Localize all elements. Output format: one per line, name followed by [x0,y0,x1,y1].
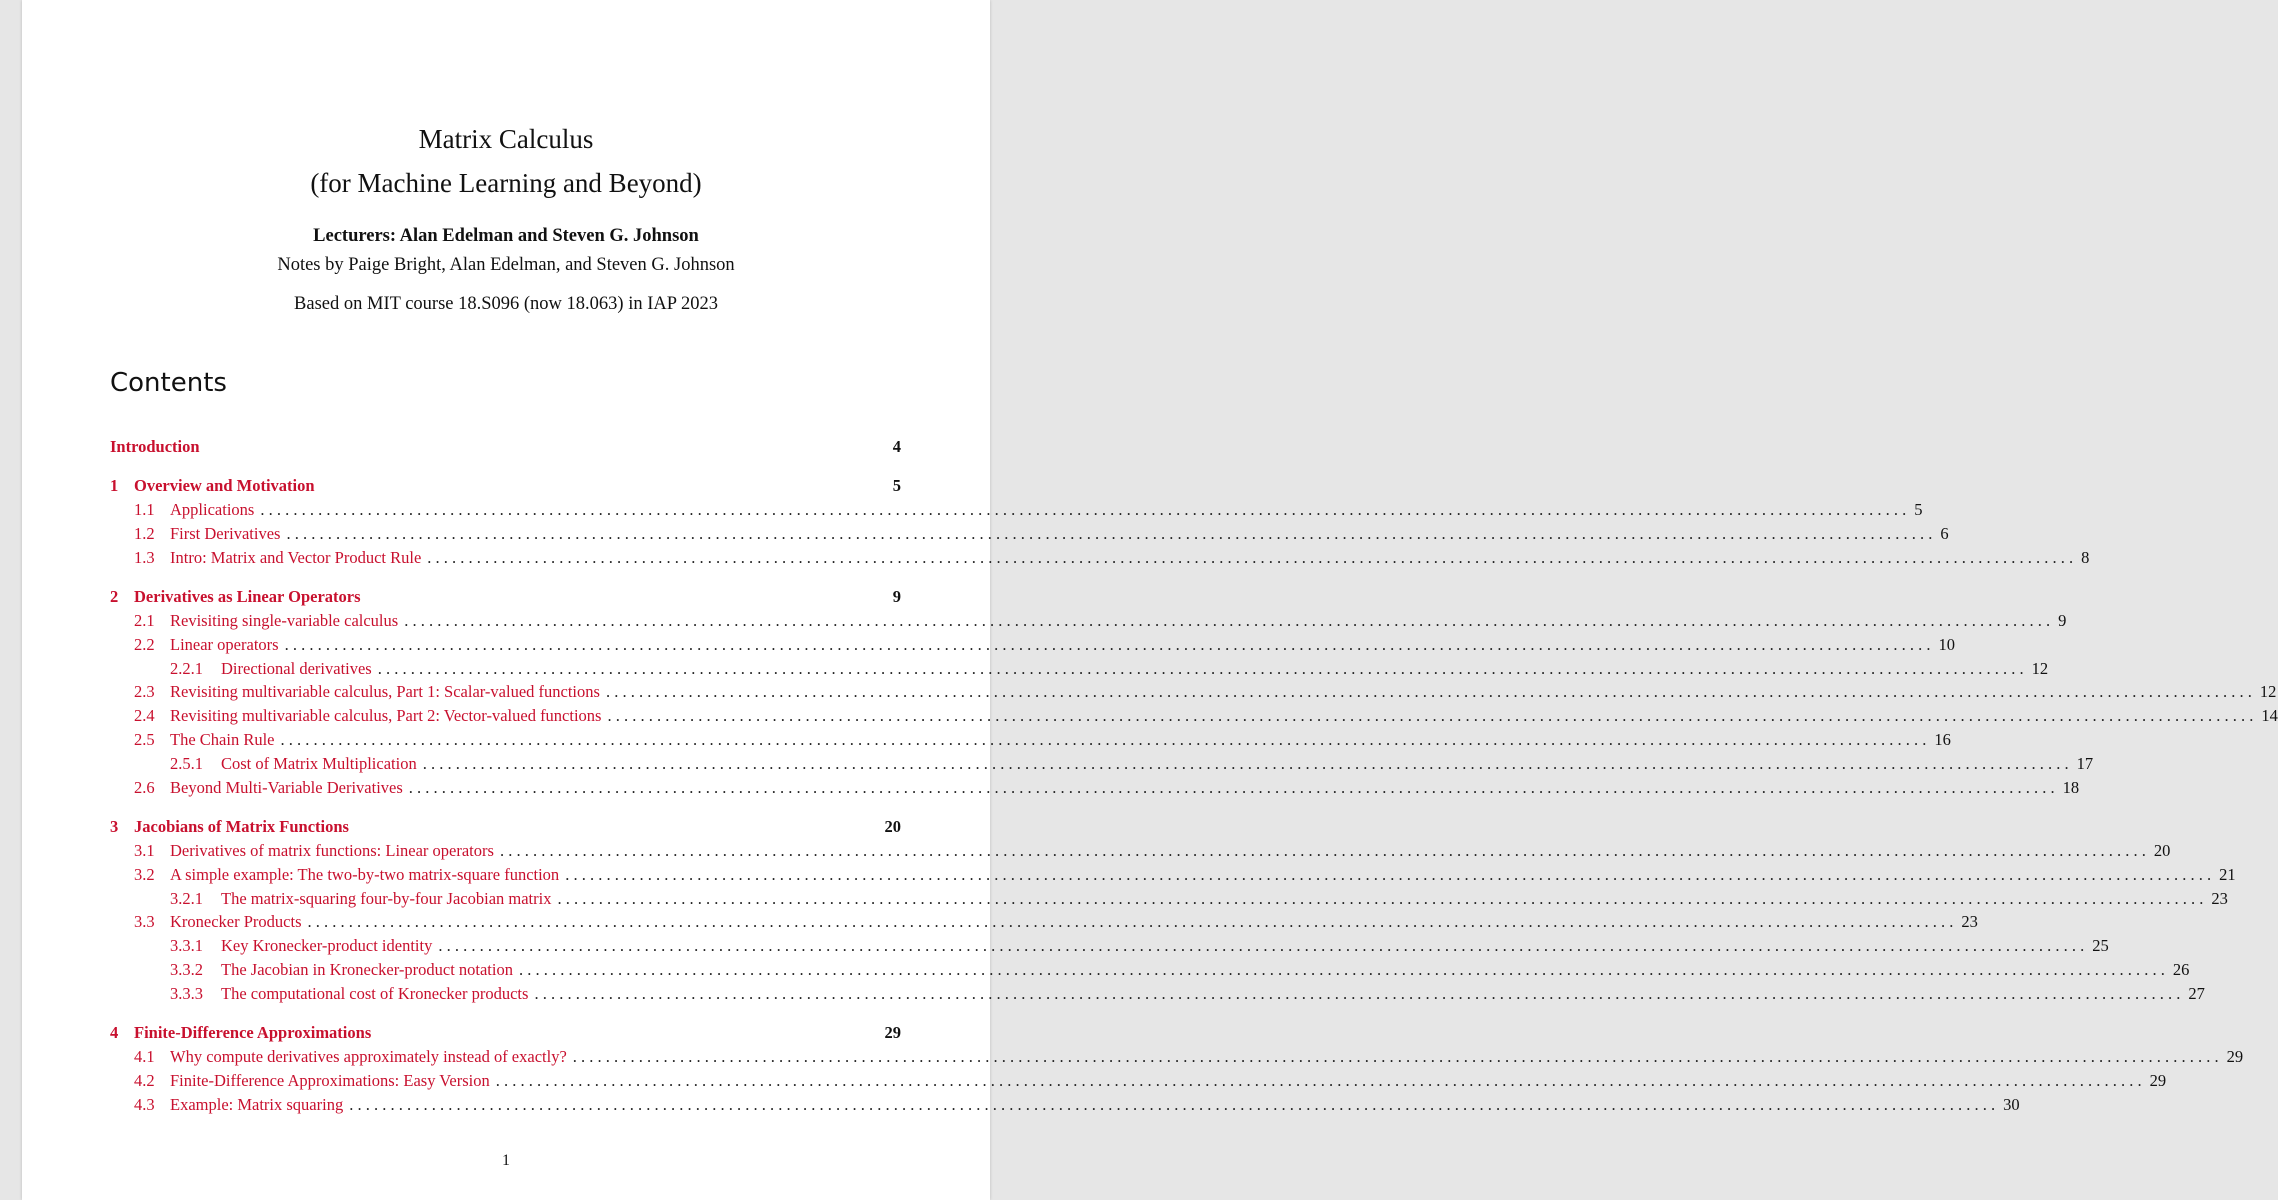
document-subtitle: (for Machine Learning and Beyond) [310,168,702,198]
toc-entry-line [170,499,1923,521]
toc-chapter-entry[interactable] [110,1022,901,1044]
toc-section-entry[interactable] [110,911,1978,933]
page-number: 1 [502,1152,510,1169]
toc-entry-line [170,840,2171,862]
toc-section-entry[interactable] [110,658,2049,680]
toc-entry-title-link[interactable]: Jacobians of Matrix Functions [134,817,349,836]
toc-page-number: 9 [892,587,901,606]
toc-page-number: 8 [2081,548,2090,567]
toc-entry-number[interactable]: 3.3 [134,912,155,931]
toc-page-number: 12 [2259,682,2277,701]
toc-entry-number[interactable]: 4.1 [134,1047,155,1066]
toc-entry-title-link[interactable]: Linear operators [170,635,279,654]
toc-entry-title-link[interactable]: Why compute derivatives approximately instead of exactly? [170,1047,567,1066]
toc-entry-line [134,1022,901,1044]
toc-entry-title-link[interactable]: A simple example: The two-by-two matrix-square function [170,865,560,884]
toc-section-entry[interactable] [110,705,2278,727]
toc-dot-leader: . . . . . . . . . . . . . . . . . . . . . . . . . . . . . . . . . . . . . . . . . . . . . . . . . . . . . . . . . . . . . . . . . . . . . . . . . . . . . . . . . . . . . . . . . . . . . . . . . . . . . . . . . . . . . . . . . . . . . . . . . . . . . . . . . . . . . . . . . . . . . . . . . . . . . . . . . . . . . . . . . . . . . . . . . . . . . . . . . . . . . . . . . . . . . . . . . . . . . . . . [307,912,1954,931]
toc-section-entry[interactable] [110,523,1949,545]
toc-dot-leader: . . . . . . . . . . . . . . . . . . . . . . . . . . . . . . . . . . . . . . . . . . . . . . . . . . . . . . . . . . . . . . . . . . . . . . . . . . . . . . . . . . . . . . . . . . . . . . . . . . . . . . . . . . . . . . . . . . . . . . . . . . . . . . . . . . . . . . . . . . . . . . . . . . . . . . . . . . . . . . . . . . . . . . . . . . . . . . . . . . . . . . . . . . . . . . . . . . . . . . . . [495,1071,2142,1090]
toc-page-number: 23 [1961,912,1978,931]
toc-dot-leader: . . . . . . . . . . . . . . . . . . . . . . . . . . . . . . . . . . . . . . . . . . . . . . . . . . . . . . . . . . . . . . . . . . . . . . . . . . . . . . . . . . . . . . . . . . . . . . . . . . . . . . . . . . . . . . . . . . . . . . . . . . . . . . . . . . . . . . . . . . . . . . . . . . . . . . . . . . . . . . . . . . . . . . . . . . . . . . . . . . . . . . . . . . . . . . . . . . . . . . . . [349,1095,1996,1114]
document-title: Matrix Calculus [418,124,594,154]
toc-page-number: 9 [2058,611,2067,630]
toc-dot-leader: . . . . . . . . . . . . . . . . . . . . . . . . . . . . . . . . . . . . . . . . . . . . . . . . . . . . . . . . . . . . . . . . . . . . . . . . . . . . . . . . . . . . . . . . . . . . . . . . . . . . . . . . . . . . . . . . . . . . . . . . . . . . . . . . . . . . . . . . . . . . . . . . . . . . . . . . . . . . . . . . . . . . . . . . . . . . . . . . . . . . . . . . . . . . . . . . . . . . . . . . [557,889,2204,908]
toc-entry-title-link[interactable]: Derivatives of matrix functions: Linear operators [170,841,494,860]
toc-entry-number[interactable]: 2.5 [134,730,155,749]
notes-by-line: Notes by Paige Bright, Alan Edelman, and Steven G. Johnson [277,255,735,275]
toc-dot-leader: . . . . . . . . . . . . . . . . . . . . . . . . . . . . . . . . . . . . . . . . . . . . . . . . . . . . . . . . . . . . . . . . . . . . . . . . . . . . . . . . . . . . . . . . . . . . . . . . . . . . . . . . . . . . . . . . . . . . . . . . . . . . . . . . . . . . . . . . . . . . . . . . . . . . . . . . . . . . . . . . . . . . . . . . . . . . . . . . . . . . . . . . . . . . . . . . . . . . . . . . [260,500,1907,519]
toc-chapter-entry[interactable] [110,436,901,458]
toc-entry-title-link[interactable]: The Chain Rule [170,730,275,749]
toc-entry-line [170,911,1978,933]
toc-page-number: 29 [2226,1047,2244,1066]
toc-entry-line [221,959,2190,981]
toc-entry-title-link[interactable]: The computational cost of Kronecker products [221,984,529,1003]
toc-entry-title-link[interactable]: Revisiting multivariable calculus, Part 2: Vector-valued functions [170,706,602,725]
toc-page-number: 30 [2003,1095,2020,1114]
toc-section-entry[interactable] [110,610,2067,632]
toc-page-number: 18 [2062,778,2080,797]
toc-entry-title-link[interactable]: First Derivatives [170,524,281,543]
toc-entry-number[interactable]: 2.2.1 [170,659,203,678]
toc-page-number: 27 [2188,984,2205,1003]
toc-entry-number[interactable]: 3.3.2 [170,960,203,979]
toc-entry-title-link[interactable]: Introduction [110,437,200,456]
toc-entry-line [170,523,1949,545]
toc-entry-line [221,983,2205,1005]
toc-entry-title-link[interactable]: Derivatives as Linear Operators [134,587,361,606]
toc-entry-title-link[interactable]: Overview and Motivation [134,476,315,495]
toc-entry-number[interactable]: 1.1 [134,500,155,519]
toc-page-number: 6 [1940,524,1949,543]
toc-entry-line [170,705,2278,727]
toc-entry-line [134,586,901,608]
toc-section-entry[interactable] [110,959,2190,981]
toc-dot-leader: . . . . . . . . . . . . . . . . . . . . . . . . . . . . . . . . . . . . . . . . . . . . . . . . . . . . . . . . . . . . . . . . . . . . . . . . . . . . . . . . . . . . . . . . . . . . . . . . . . . . . . . . . . . . . . . . . . . . . . . . . . . . . . . . . . . . . . . . . . . . . . . . . . . . . . . . . . . . . . . . . . . . . . . . . . . . . . . . . . . . . . . . . . . . . . . . . . . . . . . . [408,778,2055,797]
toc-entry-line [110,436,901,458]
toc-entry-number[interactable]: 1.2 [134,524,155,543]
toc-entry-line [170,729,1951,751]
toc-entry-number[interactable]: 4 [110,1023,119,1042]
toc-page-number: 26 [2172,960,2190,979]
toc-section-entry[interactable] [110,634,1955,656]
toc-section-entry[interactable] [110,935,2109,957]
toc-entry-title-link[interactable]: Revisiting multivariable calculus, Part 1: Scalar-valued functions [170,682,600,701]
toc-dot-leader: . . . . . . . . . . . . . . . . . . . . . . . . . . . . . . . . . . . . . . . . . . . . . . . . . . . . . . . . . . . . . . . . . . . . . . . . . . . . . . . . . . . . . . . . . . . . . . . . . . . . . . . . . . . . . . . . . . . . . . . . . . . . . . . . . . . . . . . . . . . . . . . . . . . . . . . . . . . . . . . . . . . . . . . . . . . . . . . . . . . . . . . . . . . . . . . . . . . . . . . . [427,548,2074,567]
toc-entry-number[interactable]: 4.2 [134,1071,155,1090]
toc-dot-leader: . . . . . . . . . . . . . . . . . . . . . . . . . . . . . . . . . . . . . . . . . . . . . . . . . . . . . . . . . . . . . . . . . . . . . . . . . . . . . . . . . . . . . . . . . . . . . . . . . . . . . . . . . . . . . . . . . . . . . . . . . . . . . . . . . . . . . . . . . . . . . . . . . . . . . . . . . . . . . . . . . . . . . . . . . . . . . . . . . . . . . . . . . . . . . . . . . . . . . . . . [607,706,2254,725]
toc-entry-title-link[interactable]: Intro: Matrix and Vector Product Rule [170,548,422,567]
toc-section-entry[interactable] [110,1070,2167,1092]
toc-entry-number[interactable]: 2 [110,587,119,606]
toc-entry-number[interactable]: 1 [110,476,119,495]
toc-entry-number[interactable]: 3.3.3 [170,984,203,1003]
contents-heading: Contents [110,368,227,398]
toc-page-number: 4 [892,437,901,456]
toc-section-entry[interactable] [110,1094,2020,1116]
toc-page-number: 10 [1938,635,1955,654]
toc-dot-leader: . . . . . . . . . . . . . . . . . . . . . . . . . . . . . . . . . . . . . . . . . . . . . . . . . . . . . . . . . . . . . . . . . . . . . . . . . . . . . . . . . . . . . . . . . . . . . . . . . . . . . . . . . . . . . . . . . . . . . . . . . . . . . . . . . . . . . . . . . . . . . . . . . . . . . . . . . . . . . . . . . . . . . . . . . . . . . . . . . . . . . . . . . . . . . . . . . . . . . . . . [286,524,1933,543]
toc-dot-leader: . . . . . . . . . . . . . . . . . . . . . . . . . . . . . . . . . . . . . . . . . . . . . . . . . . . . . . . . . . . . . . . . . . . . . . . . . . . . . . . . . . . . . . . . . . . . . . . . . . . . . . . . . . . . . . . . . . . . . . . . . . . . . . . . . . . . . . . . . . . . . . . . . . . . . . . . . . . . . . . . . . . . . . . . . . . . . . . . . . . . . . . . . . . . . . . . . . . . . . . . [422,754,2069,773]
toc-entry-line [170,610,2067,632]
toc-page-number: 17 [2076,754,2094,773]
toc-entry-line [170,1046,2244,1068]
toc-entry-number[interactable]: 3.1 [134,841,155,860]
toc-entry-number[interactable]: 2.2 [134,635,155,654]
toc-page-number: 5 [892,476,901,495]
toc-section-entry[interactable] [110,864,2236,886]
toc-dot-leader: . . . . . . . . . . . . . . . . . . . . . . . . . . . . . . . . . . . . . . . . . . . . . . . . . . . . . . . . . . . . . . . . . . . . . . . . . . . . . . . . . . . . . . . . . . . . . . . . . . . . . . . . . . . . . . . . . . . . . . . . . . . . . . . . . . . . . . . . . . . . . . . . . . . . . . . . . . . . . . . . . . . . . . . . . . . . . . . . . . . . . . . . . . . . . . . . . . . . . . . . [565,865,2212,884]
toc-dot-leader: . . . . . . . . . . . . . . . . . . . . . . . . . . . . . . . . . . . . . . . . . . . . . . . . . . . . . . . . . . . . . . . . . . . . . . . . . . . . . . . . . . . . . . . . . . . . . . . . . . . . . . . . . . . . . . . . . . . . . . . . . . . . . . . . . . . . . . . . . . . . . . . . . . . . . . . . . . . . . . . . . . . . . . . . . . . . . . . . . . . . . . . . . . . . . . . . . . . . . . . . [499,841,2146,860]
toc-entry-number[interactable]: 2.6 [134,778,155,797]
toc-entry-title-link[interactable]: Beyond Multi-Variable Derivatives [170,778,403,797]
toc-entry-line [170,547,2090,569]
toc-section-entry[interactable] [110,840,2171,862]
toc-entry-line [170,681,2277,703]
toc-page-number: 21 [2219,865,2236,884]
toc-section-entry[interactable] [110,753,2094,775]
toc-page-number: 29 [2149,1071,2167,1090]
based-on-line: Based on MIT course 18.S096 (now 18.063) in IAP 2023 [294,294,718,314]
toc-dot-leader: . . . . . . . . . . . . . . . . . . . . . . . . . . . . . . . . . . . . . . . . . . . . . . . . . . . . . . . . . . . . . . . . . . . . . . . . . . . . . . . . . . . . . . . . . . . . . . . . . . . . . . . . . . . . . . . . . . . . . . . . . . . . . . . . . . . . . . . . . . . . . . . . . . . . . . . . . . . . . . . . . . . . . . . . . . . . . . . . . . . . . . . . . . . . . . . . . . . . . . . . [605,682,2252,701]
toc-entry-number[interactable]: 4.3 [134,1095,155,1114]
toc-entry-line [170,777,2080,799]
toc-dot-leader: . . . . . . . . . . . . . . . . . . . . . . . . . . . . . . . . . . . . . . . . . . . . . . . . . . . . . . . . . . . . . . . . . . . . . . . . . . . . . . . . . . . . . . . . . . . . . . . . . . . . . . . . . . . . . . . . . . . . . . . . . . . . . . . . . . . . . . . . . . . . . . . . . . . . . . . . . . . . . . . . . . . . . . . . . . . . . . . . . . . . . . . . . . . . . . . . . . . . . . . . [280,730,1927,749]
toc-section-entry[interactable] [110,547,2090,569]
toc-dot-leader: . . . . . . . . . . . . . . . . . . . . . . . . . . . . . . . . . . . . . . . . . . . . . . . . . . . . . . . . . . . . . . . . . . . . . . . . . . . . . . . . . . . . . . . . . . . . . . . . . . . . . . . . . . . . . . . . . . . . . . . . . . . . . . . . . . . . . . . . . . . . . . . . . . . . . . . . . . . . . . . . . . . . . . . . . . . . . . . . . . . . . . . . . . . . . . . . . . . . . . . . [438,936,2085,955]
toc-section-entry[interactable] [110,499,1923,521]
toc-dot-leader: . . . . . . . . . . . . . . . . . . . . . . . . . . . . . . . . . . . . . . . . . . . . . . . . . . . . . . . . . . . . . . . . . . . . . . . . . . . . . . . . . . . . . . . . . . . . . . . . . . . . . . . . . . . . . . . . . . . . . . . . . . . . . . . . . . . . . . . . . . . . . . . . . . . . . . . . . . . . . . . . . . . . . . . . . . . . . . . . . . . . . . . . . . . . . . . . . . . . . . . . [404,611,2051,630]
toc-entry-line [170,634,1955,656]
toc-dot-leader: . . . . . . . . . . . . . . . . . . . . . . . . . . . . . . . . . . . . . . . . . . . . . . . . . . . . . . . . . . . . . . . . . . . . . . . . . . . . . . . . . . . . . . . . . . . . . . . . . . . . . . . . . . . . . . . . . . . . . . . . . . . . . . . . . . . . . . . . . . . . . . . . . . . . . . . . . . . . . . . . . . . . . . . . . . . . . . . . . . . . . . . . . . . . . . . . . . . . . . . . [572,1047,2219,1066]
toc-entry-number[interactable]: 2.5.1 [170,754,203,773]
lecturers-line: Lecturers: Alan Edelman and Steven G. Johnson [313,226,699,246]
toc-page-number: 20 [2153,841,2171,860]
toc-page-number: 16 [1934,730,1951,749]
toc-chapter-entry[interactable] [110,586,901,608]
toc-dot-leader: . . . . . . . . . . . . . . . . . . . . . . . . . . . . . . . . . . . . . . . . . . . . . . . . . . . . . . . . . . . . . . . . . . . . . . . . . . . . . . . . . . . . . . . . . . . . . . . . . . . . . . . . . . . . . . . . . . . . . . . . . . . . . . . . . . . . . . . . . . . . . . . . . . . . . . . . . . . . . . . . . . . . . . . . . . . . . . . . . . . . . . . . . . . . . . . . . . . . . . . . [518,960,2165,979]
toc-section-entry[interactable] [110,1046,2244,1068]
toc-entry-number[interactable]: 2.4 [134,706,155,725]
toc-entry-number[interactable]: 1.3 [134,548,155,567]
toc-chapter-entry[interactable] [110,816,901,838]
toc-entry-title-link[interactable]: Finite-Difference Approximations [134,1023,372,1042]
toc-entry-title-link[interactable]: Finite-Difference Approximations: Easy Version [170,1071,490,1090]
toc-page-number: 25 [2092,936,2109,955]
toc-entry-title-link[interactable]: Directional derivatives [221,659,372,678]
toc-entry-number[interactable]: 2.3 [134,682,155,701]
document-page [22,0,2278,1200]
toc-dot-leader: . . . . . . . . . . . . . . . . . . . . . . . . . . . . . . . . . . . . . . . . . . . . . . . . . . . . . . . . . . . . . . . . . . . . . . . . . . . . . . . . . . . . . . . . . . . . . . . . . . . . . . . . . . . . . . . . . . . . . . . . . . . . . . . . . . . . . . . . . . . . . . . . . . . . . . . . . . . . . . . . . . . . . . . . . . . . . . . . . . . . . . . . . . . . . . . . . . . . . . . . [534,984,2181,1003]
toc-entry-title-link[interactable]: The matrix-squaring four-by-four Jacobian matrix [221,889,552,908]
toc-section-entry[interactable] [110,983,2205,1005]
toc-entry-line [170,1070,2167,1092]
toc-page-number: 20 [884,817,901,836]
toc-page-number: 12 [2031,659,2049,678]
toc-section-entry[interactable] [110,681,2277,703]
toc-entry-title-link[interactable]: Kronecker Products [170,912,302,931]
toc-entry-line [170,1094,2020,1116]
toc-entry-title-link[interactable]: Revisiting single-variable calculus [170,611,399,630]
toc-section-entry[interactable] [110,729,1951,751]
toc-entry-number[interactable]: 3 [110,817,119,836]
toc-dot-leader: . . . . . . . . . . . . . . . . . . . . . . . . . . . . . . . . . . . . . . . . . . . . . . . . . . . . . . . . . . . . . . . . . . . . . . . . . . . . . . . . . . . . . . . . . . . . . . . . . . . . . . . . . . . . . . . . . . . . . . . . . . . . . . . . . . . . . . . . . . . . . . . . . . . . . . . . . . . . . . . . . . . . . . . . . . . . . . . . . . . . . . . . . . . . . . . . . . . . . . . . [377,659,2024,678]
toc-entry-title-link[interactable]: Key Kronecker-product identity [221,936,433,955]
toc-section-entry[interactable] [110,888,2228,910]
toc-entry-line [221,935,2109,957]
toc-entry-title-link[interactable]: Applications [170,500,255,519]
toc-entry-number[interactable]: 2.1 [134,611,155,630]
toc-entry-title-link[interactable]: The Jacobian in Kronecker-product notation [221,960,513,979]
toc-section-entry[interactable] [110,777,2080,799]
toc-entry-line [170,864,2236,886]
toc-entry-title-link[interactable]: Cost of Matrix Multiplication [221,754,417,773]
toc-page-number: 14 [2261,706,2278,725]
toc-entry-number[interactable]: 3.3.1 [170,936,203,955]
toc-dot-leader: . . . . . . . . . . . . . . . . . . . . . . . . . . . . . . . . . . . . . . . . . . . . . . . . . . . . . . . . . . . . . . . . . . . . . . . . . . . . . . . . . . . . . . . . . . . . . . . . . . . . . . . . . . . . . . . . . . . . . . . . . . . . . . . . . . . . . . . . . . . . . . . . . . . . . . . . . . . . . . . . . . . . . . . . . . . . . . . . . . . . . . . . . . . . . . . . . . . . . . . . [284,635,1931,654]
toc-entry-title-link[interactable]: Example: Matrix squaring [170,1095,344,1114]
toc-entry-line [221,888,2228,910]
toc-entry-line [221,658,2049,680]
toc-page-number: 29 [884,1023,901,1042]
toc-entry-number[interactable]: 3.2 [134,865,155,884]
toc-entry-line [134,475,901,497]
toc-entry-number[interactable]: 3.2.1 [170,889,203,908]
toc-entry-line [221,753,2094,775]
toc-page-number: 23 [2211,889,2228,908]
toc-page-number: 5 [1914,500,1923,519]
toc-chapter-entry[interactable] [110,475,901,497]
toc-entry-line [134,816,901,838]
